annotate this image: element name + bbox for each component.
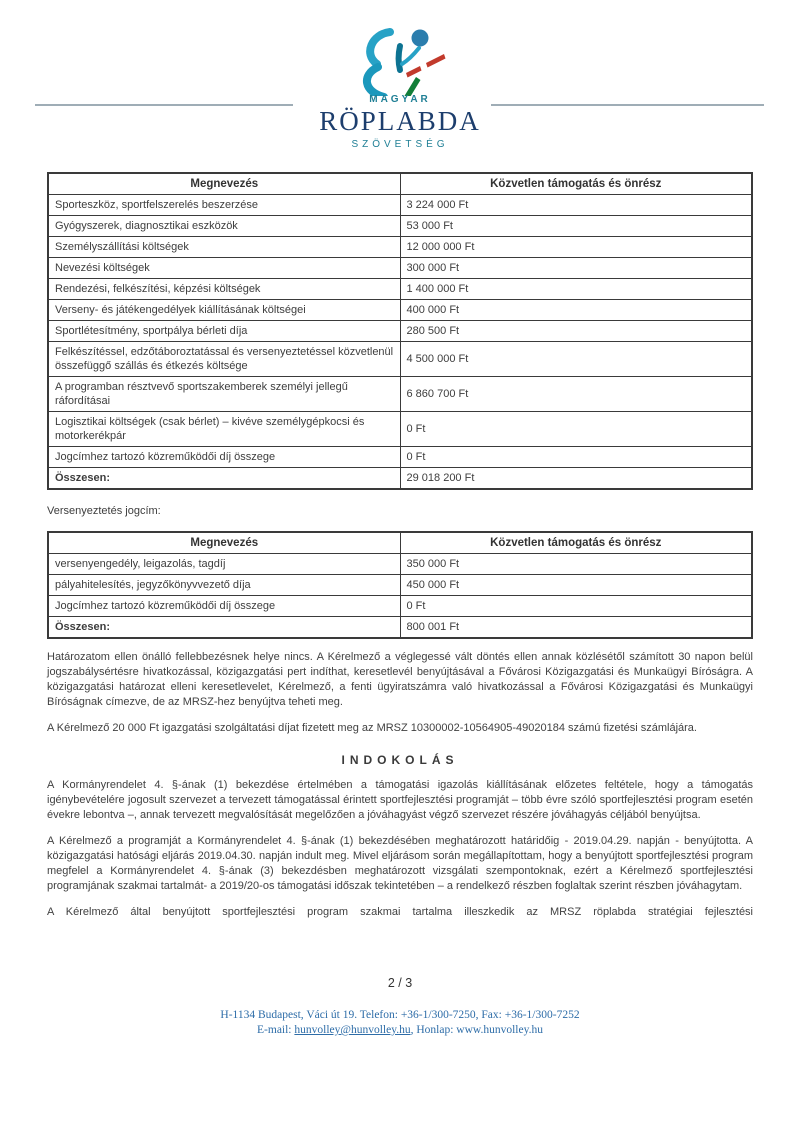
table-row (48, 258, 752, 279)
cell-value: 400 000 Ft (400, 300, 752, 321)
footer-homepage-link[interactable]: www.hunvolley.hu (456, 1024, 543, 1036)
cell-value: 12 000 000 Ft (400, 237, 752, 258)
table-row (48, 554, 752, 575)
table-header-row (48, 532, 752, 554)
table-row (48, 300, 752, 321)
cell-label: Sporteszköz, sportfelszerelés beszerzése (48, 195, 400, 216)
cell-label: pályahitelesítés, jegyzőkönyvvezető díja (48, 575, 400, 596)
paragraph-fee-payment: A Kérelmező 20 000 Ft igazgatási szolgáltatási díjat fizetett meg az MRSZ 10300002-10564905-49020184 számú fizetési számlájára. (47, 722, 697, 734)
cell-value: 0 Ft (400, 447, 752, 468)
cell-value: 300 000 Ft (400, 258, 752, 279)
table-total-row (48, 468, 752, 490)
total-value: 800 001 Ft (400, 617, 752, 639)
table-row (48, 216, 752, 237)
cell-label: Sportlétesítmény, sportpálya bérleti díja (48, 321, 400, 342)
total-value: 29 018 200 Ft (400, 468, 752, 490)
paragraph-strategy: A Kérelmező által benyújtott sportfejlesztési program szakmai tartalma illeszkedik az MRSZ röplabda stratégiai fejlesztési (47, 906, 753, 918)
total-label: Összesen: (48, 468, 400, 490)
cell-label: Rendezési, felkészítési, képzési költségek (48, 279, 400, 300)
cost-table-main (47, 172, 753, 490)
cell-value: 53 000 Ft (400, 216, 752, 237)
page-number: 2 / 3 (387, 976, 413, 990)
cell-value: 280 500 Ft (400, 321, 752, 342)
table-row (48, 237, 752, 258)
footer-contacts (0, 1023, 800, 1038)
footer-email-label: E-mail: (257, 1024, 295, 1036)
table-row (48, 412, 752, 447)
table-row (48, 575, 752, 596)
column-header-tamogatas: Közvetlen támogatás és önrész (400, 173, 752, 195)
cell-label: Gyógyszerek, diagnosztikai eszközök (48, 216, 400, 237)
column-header-megnevezes: Megnevezés (48, 173, 400, 195)
logo-text-magyar: MAGYAR (369, 94, 431, 105)
table-header-row (48, 173, 752, 195)
cell-value: 3 224 000 Ft (400, 195, 752, 216)
volleyball-player-icon (348, 26, 452, 96)
table-row (48, 447, 752, 468)
paragraph-appeal-notice: Határozatom ellen önálló fellebbezésnek helye nincs. A Kérelmező a véglegessé vált döntés ellen annak közlésétől számított 30 napon belül jogszabálysértésre hivatkozással, közigazgatási pert indíthat, keresetlevél benyújtásával a Fővárosi Közigazgatási és Munkaügyi Bíróságra. A közigazgatási határozat elleni keresetlevelet, Kérelmező, a fenti ügyiratszámra való hivatkozással a Fővárosi Közigazgatási és Munkaügyi Bíróságnak címezve, de az MRSZ-hez benyújtva teheti meg. (47, 651, 753, 708)
table-row (48, 377, 752, 412)
logo-text-roplabda: RÖPLABDA (319, 106, 481, 136)
footer-address: H-1134 Budapest, Váci út 19. Telefon: +36-1/300-7250, Fax: +36-1/300-7252 (220, 1009, 580, 1021)
cell-label: Személyszállítási költségek (48, 237, 400, 258)
cost-table-versenyeztetes (47, 531, 753, 639)
table-total-row (48, 617, 752, 639)
cell-label: A programban résztvevő sportszakemberek személyi jellegű ráfordításai (48, 377, 400, 412)
cell-value: 4 500 000 Ft (400, 342, 752, 377)
cell-label: Nevezési költségek (48, 258, 400, 279)
column-header-megnevezes: Megnevezés (48, 532, 400, 554)
cell-label: Felkészítéssel, edzőtáboroztatással és versenyeztetéssel közvetlenül összefüggő szállás és étkezés költsége (48, 342, 400, 377)
cell-value: 1 400 000 Ft (400, 279, 752, 300)
footer-email-link[interactable]: hunvolley@hunvolley.hu (294, 1024, 411, 1036)
cell-label: versenyengedély, leigazolás, tagdíj (48, 554, 400, 575)
table-row (48, 342, 752, 377)
cell-label: Verseny- és játékengedélyek kiállításának költségei (48, 300, 400, 321)
footer-homepage-label: , Honlap: (410, 1024, 457, 1036)
paragraph-submission: A Kérelmező a programját a Kormányrendelet 4. §-ának (1) bekezdésében meghatározott határidőig - 2019.04.29. napján - benyújtotta. A közigazgatási hatósági eljárás 2019.04.30. napján indult meg. Mivel eljárásom során megállapítottam, hogy a benyújtott sportfejlesztési program megfelel a Kormányrendelet 4. §-ának (3) bekezdésben meghatározott vizsgálati szempontoknak, ezért a Kérelmező sportfejlesztési programjának szakmai tartalmát- a 2019/20-os támogatási időszak tekintetében – a rendelkező részben foglaltak szerint részben jóváhagytam. (47, 835, 753, 892)
table-row (48, 279, 752, 300)
table-row (48, 195, 752, 216)
document-body (47, 172, 753, 920)
column-header-tamogatas: Közvetlen támogatás és önrész (400, 532, 752, 554)
cell-value: 0 Ft (400, 596, 752, 617)
total-label: Összesen: (48, 617, 400, 639)
cell-label: Jogcímhez tartozó közreműködői díj összege (48, 596, 400, 617)
footer (0, 1008, 800, 1038)
cell-value: 350 000 Ft (400, 554, 752, 575)
paragraph-regulation: A Kormányrendelet 4. §-ának (1) bekezdése értelmében a támogatási igazolás kiállításának előzetes feltétele, hogy a támogatás igénybevételére jogosult szervezet a tervezett támogatással érintett sportfejlesztési programját – több évre szóló sportfejlesztési program esetén évekre lebontva –, annak tervezett megvalósítását megelőzően a jóváhagyást végző szervezet részére jóváhagyás céljából benyújtsa. (47, 779, 753, 821)
header-rule-left (35, 104, 293, 106)
section-label-versenyeztetes: Versenyeztetés jogcím: (47, 505, 161, 517)
cell-label: Jogcímhez tartozó közreműködői díj összege (48, 447, 400, 468)
table-row (48, 321, 752, 342)
cell-value: 0 Ft (400, 412, 752, 447)
header (0, 0, 800, 158)
cell-value: 450 000 Ft (400, 575, 752, 596)
logo-text-szovetseg: SZÖVETSÉG (351, 139, 449, 150)
cell-value: 6 860 700 Ft (400, 377, 752, 412)
cell-label: Logisztikai költségek (csak bérlet) – kivéve személygépkocsi és motorkerékpár (48, 412, 400, 447)
table-row (48, 596, 752, 617)
header-rule-right (491, 104, 764, 106)
heading-indokolas: INDOKOLÁS (341, 753, 459, 767)
